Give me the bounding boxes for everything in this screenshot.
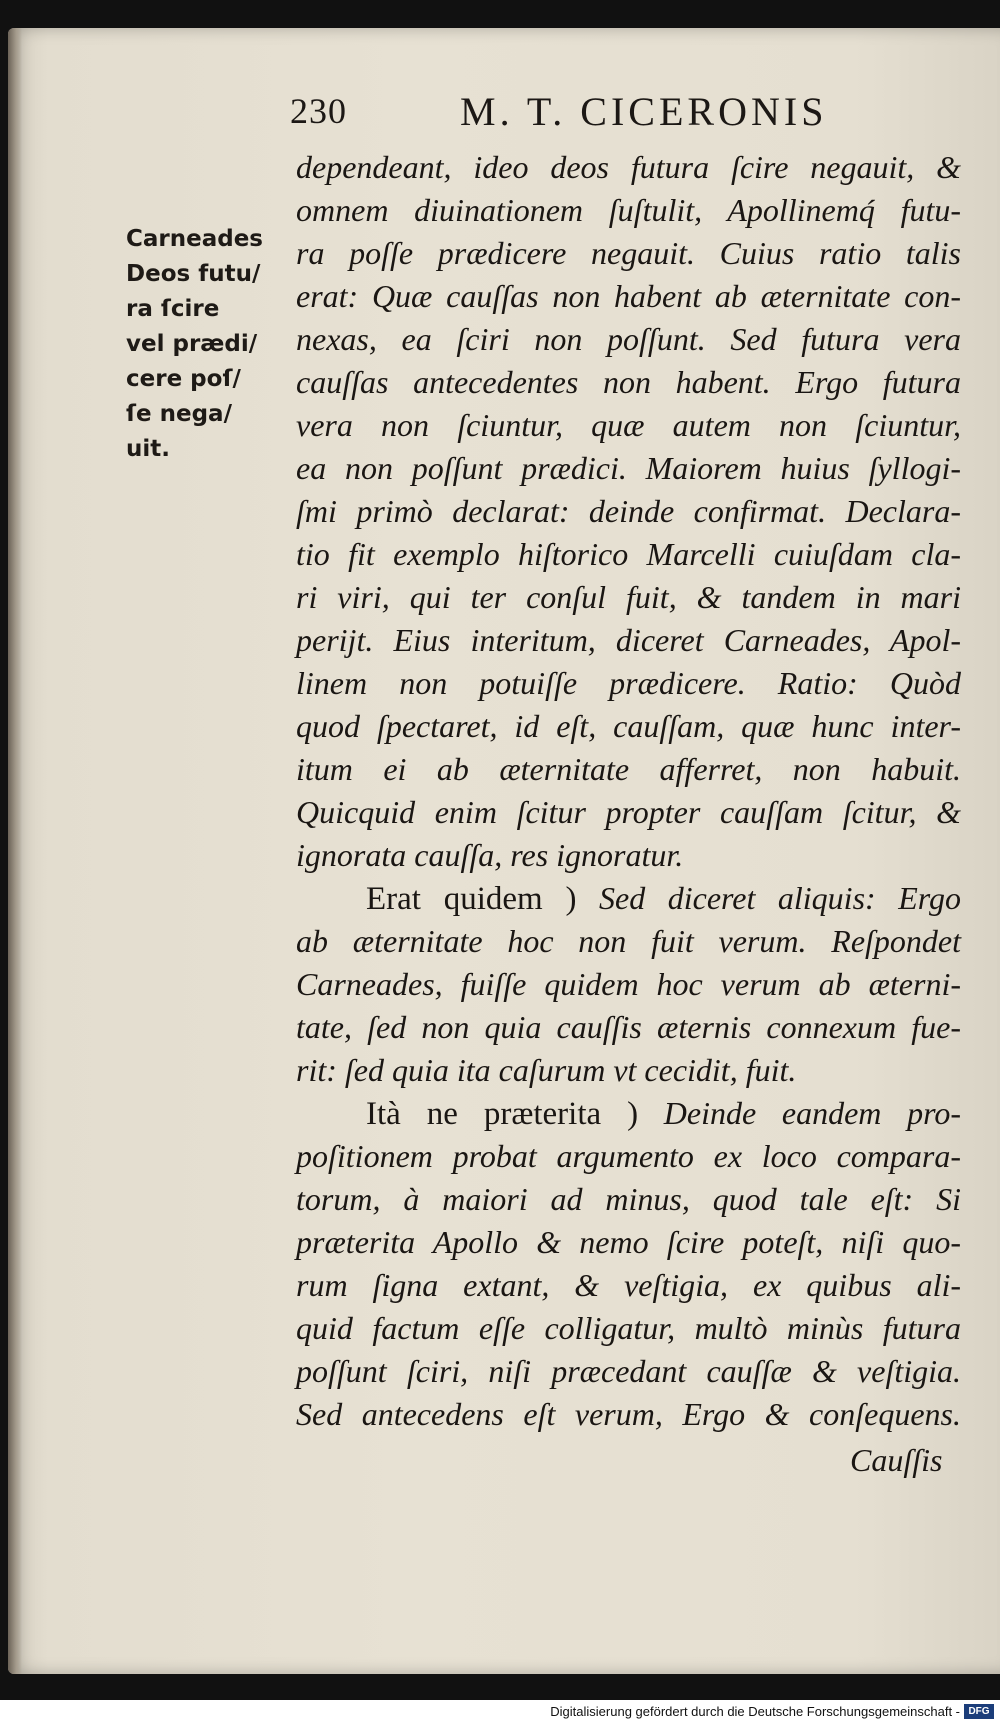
text-line: dependeant, ideo deos futura ſcire negauit, & [296,149,961,185]
text-line: ri viri, qui ter conſul fuit, & tandem in mari [296,579,961,615]
marginal-line: vel prædi/ [126,331,258,357]
text-line: perijt. Eius interitum, diceret Carneades, Apol- [296,622,961,658]
text-line: itum ei ab æternitate afferret, non habuit. [296,751,961,787]
credit-text: Digitalisierung gefördert durch die Deutsche Forschungsgemeinschaft - [550,1704,960,1719]
running-title: M. T. CICERONIS [460,89,828,134]
text-line: cauſſas antecedentes non habent. Ergo futura [296,364,961,400]
text-line: erat: Quæ cauſſas non habent ab æternitate con- [296,278,961,314]
text-line-with-lemma [296,877,961,920]
text-line-with-lemma [296,1092,961,1135]
running-head [0,90,1000,140]
lemma: Ità ne præterita ) [366,1096,639,1132]
lemma-gloss: Deinde eandem pro- [638,1095,962,1131]
digitization-credit-bar [0,1700,1000,1724]
marginal-note [126,222,276,467]
text-line: ra poſſe prædicere negauit. Cuius ratio talis [296,235,961,271]
text-line: omnem diuinationem ſuſtulit, Apollinemq́ futu- [296,192,961,228]
text-line: quod ſpectaret, id eſt, cauſſam, quæ hunc inter- [296,708,961,744]
text-line: ignorata cauſſa, res ignoratur. [296,837,684,873]
text-line: tio fit exemplo hiſtorico Marcelli cuiuſdam cla- [296,536,961,572]
text-line: præterita Apollo & nemo ſcire poteſt, niſi quo- [296,1224,961,1260]
page-edge-shadow [8,28,22,1674]
text-line: vera non ſciuntur, quæ autem non ſciuntur, [296,407,961,443]
text-line: Carneades, fuiſſe quidem hoc verum ab æterni- [296,966,961,1002]
text-line: nexas, ea ſciri non poſſunt. Sed futura vera [296,321,961,357]
text-line: poſitionem probat argumento ex loco compara- [296,1138,961,1174]
text-line: tate, ſed non quia cauſſis æternis connexum fue- [296,1009,961,1045]
lemma: Erat quidem ) [366,881,577,917]
marginal-line: cere poſ/ [126,366,241,392]
page-number: 230 [290,91,347,131]
marginal-line: ra ſcire [126,296,220,322]
catchword: Cauſſis [850,1442,943,1478]
marginal-line: ſe nega/ [126,401,232,427]
text-line: rit: ſed quia ita caſurum vt cecidit, fuit. [296,1052,797,1088]
text-line: ea non poſſunt prædici. Maiorem huius ſyllogi- [296,450,961,486]
dfg-logo: DFG [964,1704,994,1719]
commentary-text [296,146,961,1436]
text-line: poſſunt ſciri, niſi præcedant cauſſæ & veſtigia. [296,1353,961,1389]
text-line: ab æternitate hoc non fuit verum. Reſpondet [296,923,961,959]
lemma-gloss: Sed diceret aliquis: Ergo [576,880,962,916]
marginal-line: Carneades [126,226,263,252]
text-line: Sed antecedens eſt verum, Ergo & conſequens. [296,1396,961,1432]
text-line: rum ſigna extant, & veſtigia, ex quibus ali- [296,1267,961,1303]
marginal-line: uit. [126,436,170,462]
text-line: quid factum eſſe colligatur, multò minùs futura [296,1310,961,1346]
text-line: ſmi primò declarat: deinde confirmat. Declara- [296,493,961,529]
marginal-line: Deos futu/ [126,261,261,287]
text-line: linem non potuiſſe prædicere. Ratio: Quòd [296,665,961,701]
text-line: torum, à maiori ad minus, quod tale eſt: Si [296,1181,961,1217]
text-line: Quicquid enim ſcitur propter cauſſam ſcitur, & [296,794,961,830]
